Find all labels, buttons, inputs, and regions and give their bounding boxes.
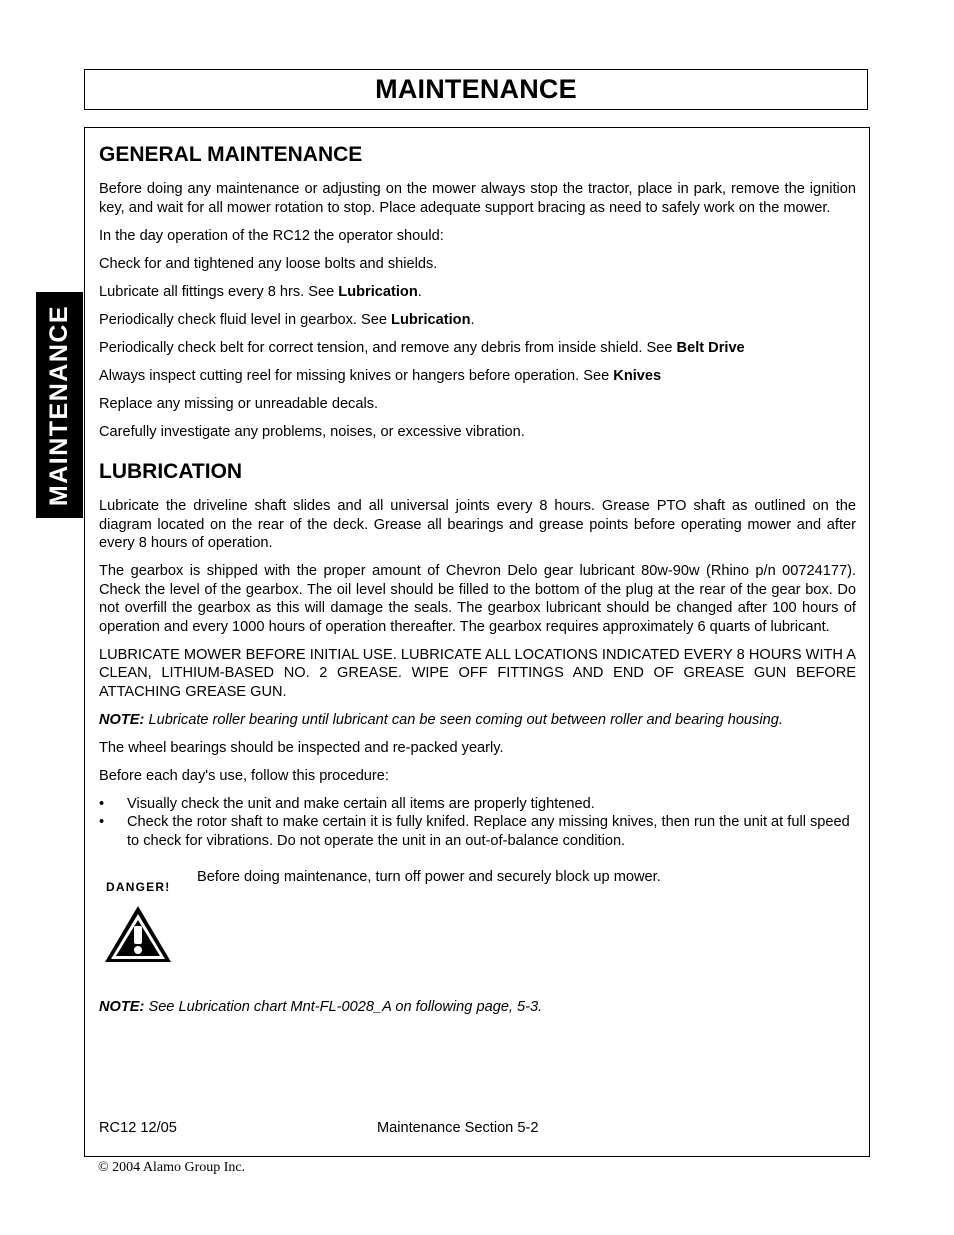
general-intro: Before doing any maintenance or adjusting on the mower always stop the tractor, place in park, remove the ignition key, and wait for all mower rotation to stop. Place adequate support bracing as need to safely work on the mower. <box>99 181 856 216</box>
copyright: © 2004 Alamo Group Inc. <box>98 1160 246 1175</box>
note-text: See Lubrication chart Mnt-FL-0028_A on following page, 5-3. <box>144 999 543 1015</box>
lube-fittings-text: Lubricate all fittings every 8 hrs. See <box>99 283 339 300</box>
content-area <box>99 142 856 1026</box>
belt-check <box>99 339 856 358</box>
footer-doc-id: RC12 12/05 <box>99 1120 177 1136</box>
header-box <box>84 69 868 110</box>
lubrication-note <box>99 711 856 730</box>
side-tab <box>36 292 83 518</box>
replace-decals: Replace any missing or unreadable decals. <box>99 395 379 412</box>
check-bolts: Check for and tightened any loose bolts and shields. <box>99 255 438 272</box>
reel-inspect-ref: Knives <box>613 367 662 384</box>
danger-text: Before doing maintenance, turn off power and securely block up mower. <box>197 869 661 885</box>
lubrication-p3: LUBRICATE MOWER BEFORE INITIAL USE. LUBRICATE ALL LOCATIONS INDICATED EVERY 8 HOURS WITH A CLEAN, LITHIUM-BASED NO. 2 GREASE. WIPE OFF FITTINGS AND END OF GREASE GUN BEFORE ATTACHING GREASE GUN. <box>99 646 856 700</box>
wheel-bearings: The wheel bearings should be inspected and re-packed yearly. <box>99 739 504 756</box>
reel-inspect-text: Always inspect cutting reel for missing knives or hangers before operation. See <box>99 367 614 384</box>
lube-fittings: Lubricate all fittings every 8 hrs. See Lubrication. <box>99 283 422 300</box>
main-content-box <box>84 127 870 1157</box>
investigate-problems: Carefully investigate any problems, noises, or excessive vibration. <box>99 423 525 440</box>
note-label: NOTE: <box>99 711 145 728</box>
belt-check-ref: Belt Drive <box>676 339 745 356</box>
procedure-list <box>99 795 856 851</box>
list-item <box>99 795 856 814</box>
lube-fittings-ref: Lubrication <box>338 283 418 300</box>
day-operation: In the day operation of the RC12 the operator should: <box>99 227 444 244</box>
general-maintenance-heading: GENERAL MAINTENANCE <box>99 143 363 166</box>
lubrication-p2: The gearbox is shipped with the proper amount of Chevron Delo gear lubricant 80w-90w (Rhino p/n 00724177). Check the level of the gearbox. The oil level should be filled to the bottom of the plug at the rear of the gear box. Do not overfill the gearbox as this will damage the seals. The gearbox lubricant should be changed after 100 hours of operation and every 1000 hours of operation thereafter. The gearbox requires approximately 6 quarts of lubricant. <box>99 563 856 635</box>
danger-block <box>99 868 856 998</box>
note-text: Lubricate roller bearing until lubricant can be seen coming out between roller and bearing housing. <box>144 711 783 728</box>
page-title: MAINTENANCE <box>375 74 577 104</box>
bullet-dot: • <box>99 814 105 830</box>
bullet-dot: • <box>99 795 105 812</box>
side-tab-label: MAINTENANCE <box>45 304 73 506</box>
procedure-intro: Before each day's use, follow this procedure: <box>99 767 389 784</box>
note-label: NOTE: <box>99 999 145 1015</box>
lubrication-heading: LUBRICATION <box>99 460 243 483</box>
fluid-level-ref: Lubrication <box>391 311 471 328</box>
warning-triangle-icon <box>103 904 173 964</box>
reel-inspect <box>99 367 856 386</box>
belt-check-text: Periodically check belt for correct tension, and remove any debris from inside shield. See <box>99 339 677 356</box>
list-item-text: Visually check the unit and make certain all items are properly tightened. <box>127 795 595 812</box>
fluid-level: Periodically check fluid level in gearbox. See Lubrication. <box>99 311 475 328</box>
list-item <box>99 813 856 850</box>
lubrication-chart-note <box>99 998 856 1017</box>
fluid-level-text: Periodically check fluid level in gearbox. See <box>99 311 392 328</box>
danger-label: DANGER! <box>106 880 171 894</box>
lubrication-p1: Lubricate the driveline shaft slides and all universal joints every 8 hours. Grease PTO shaft as outlined on the diagram located on the rear of the deck. Grease all bearings and grease points before operating mower and after every 8 hours of operation. <box>99 498 856 551</box>
list-item-text: Check the rotor shaft to make certain it is fully knifed. Replace any missing knives, then run the unit at full speed to check for vibrations. Do not operate the unit in an out-of-balance condition. <box>127 814 850 849</box>
footer-section: Maintenance Section 5-2 <box>377 1120 539 1136</box>
